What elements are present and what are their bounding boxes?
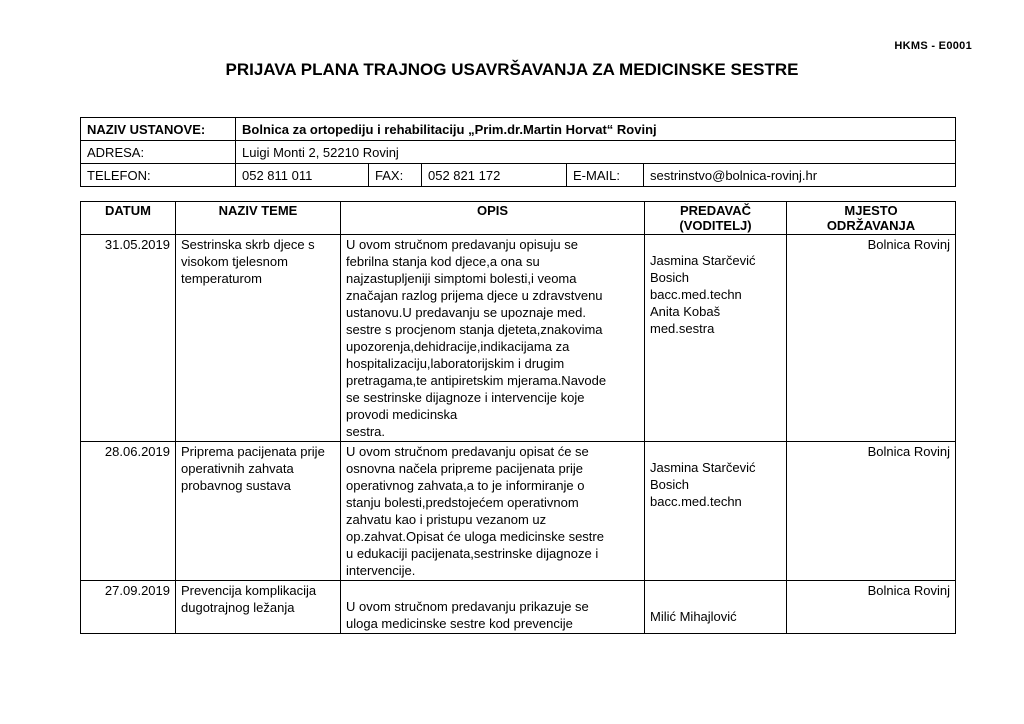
header-topic: NAZIV TEME	[176, 202, 341, 235]
phone-value: 052 811 011	[236, 164, 369, 187]
table-row	[81, 235, 956, 442]
address-row	[81, 141, 956, 164]
row-topic: Prevencija komplikacija dugotrajnog ležanja	[176, 581, 341, 634]
row-lecturer: Jasmina Starčević Bosich bacc.med.techn	[645, 442, 787, 581]
fax-label: FAX:	[369, 164, 422, 187]
row-description: U ovom stručnom predavanju opisat će se osnovna načela pripreme pacijenata prije operativnog zahvata,a to je informiranje o stanju bolesti,predstojećem operativnom zahvatu kao i pristupu vezanom uz op.zahvat.Opisat će uloga medicinske sestre u edukaciji pacijenata,sestrinske dijagnoze i intervencije.	[341, 442, 645, 581]
document-code: HKMS - E0001	[894, 40, 972, 52]
header-description: OPIS	[341, 202, 645, 235]
header-lecturer: PREDAVAČ (VODITELJ)	[645, 202, 787, 235]
institution-name-value: Bolnica za ortopediju i rehabilitaciju „Prim.dr.Martin Horvat“ Rovinj	[236, 118, 956, 141]
document-title: PRIJAVA PLANA TRAJNOG USAVRŠAVANJA ZA MEDICINSKE SESTRE	[225, 60, 799, 79]
address-label: ADRESA:	[81, 141, 236, 164]
row-date: 28.06.2019	[81, 442, 176, 581]
email-value: sestrinstvo@bolnica-rovinj.hr	[644, 164, 956, 187]
email-label: E-MAIL:	[567, 164, 644, 187]
row-place: Bolnica Rovinj	[787, 235, 956, 442]
fax-value: 052 821 172	[422, 164, 567, 187]
education-plan-table	[80, 201, 956, 634]
row-lecturer: Jasmina Starčević Bosich bacc.med.techn Anita Kobaš med.sestra	[645, 235, 787, 442]
institution-info-table	[80, 117, 956, 187]
header-date: DATUM	[81, 202, 176, 235]
row-description: U ovom stručnom predavanju prikazuje se uloga medicinske sestre kod prevencije	[341, 581, 645, 634]
address-value: Luigi Monti 2, 52210 Rovinj	[236, 141, 956, 164]
header-place: MJESTO ODRŽAVANJA	[787, 202, 956, 235]
table-row	[81, 581, 956, 634]
row-lecturer: Milić Mihajlović	[645, 581, 787, 634]
row-place: Bolnica Rovinj	[787, 581, 956, 634]
contact-row	[81, 164, 956, 187]
row-topic: Sestrinska skrb djece s visokom tjelesnom temperaturom	[176, 235, 341, 442]
phone-label: TELEFON:	[81, 164, 236, 187]
table-header-row	[81, 202, 956, 235]
row-date: 31.05.2019	[81, 235, 176, 442]
row-description: U ovom stručnom predavanju opisuju se febrilna stanja kod djece,a ona su najzastupljeniji simptomi bolesti,i veoma značajan razlog prijema djece u zdravstvenu ustanovu.U predavanju se upoznaje med. sestre s procjenom stanja djeteta,znakovima upozorenja,dehidracije,indikacijama za hospitalizaciju,laboratorijskim i drugim pretragama,te antipiretskim mjerama.Navode se sestrinske dijagnoze i intervencije koje provodi medicinska sestra.	[341, 235, 645, 442]
institution-name-row	[81, 118, 956, 141]
institution-name-label: NAZIV USTANOVE:	[81, 118, 236, 141]
row-topic: Priprema pacijenata prije operativnih zahvata probavnog sustava	[176, 442, 341, 581]
row-place: Bolnica Rovinj	[787, 442, 956, 581]
table-row	[81, 442, 956, 581]
row-date: 27.09.2019	[81, 581, 176, 634]
